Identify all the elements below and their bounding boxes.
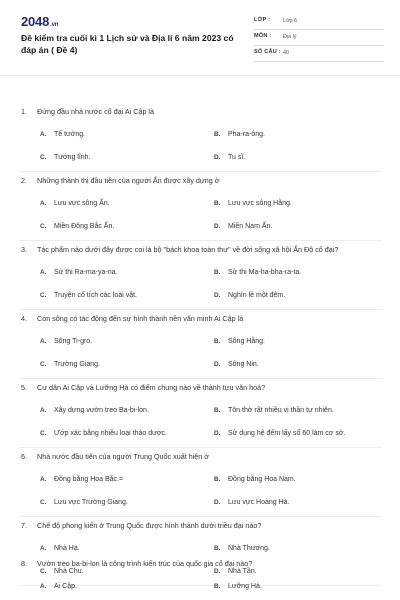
- option-letter: C.: [40, 292, 47, 299]
- option-b[interactable]: [214, 407, 334, 414]
- option-letter: C.: [40, 361, 47, 368]
- option-letter: B.: [214, 269, 221, 276]
- option-text: Miền Nam Ấn.: [228, 223, 273, 230]
- option-b[interactable]: [214, 545, 270, 552]
- question-text: Tác phẩm nào dưới đây được coi là bộ "bách khoa toàn thư" về đời sống xã hội Ấn Độ cổ đại?: [37, 245, 339, 254]
- option-text: Miền Đông Bắc Ấn.: [54, 223, 115, 230]
- option-a[interactable]: [40, 269, 117, 276]
- option-d[interactable]: [214, 292, 285, 299]
- option-a[interactable]: [40, 545, 80, 552]
- meta-value: Lớp 6: [283, 17, 298, 24]
- question-number: 3.: [21, 245, 27, 254]
- option-text: Nhà Hạ.: [54, 545, 80, 552]
- meta-key: SỐ CÂU :: [254, 49, 281, 55]
- question-divider: [20, 447, 382, 448]
- question-number: 5.: [21, 383, 27, 392]
- meta-value: Địa lý: [283, 33, 297, 40]
- question-stem: [21, 176, 391, 185]
- option-letter: D.: [214, 223, 221, 230]
- option-text: Pha-ra-ông.: [228, 131, 265, 138]
- option-text: Nhà Thương.: [228, 545, 270, 552]
- option-letter: C.: [40, 154, 47, 161]
- question-divider: [20, 378, 382, 379]
- option-text: Lưu vực Trường Giang.: [54, 499, 128, 506]
- option-letter: A.: [40, 476, 47, 483]
- option-letter: B.: [214, 545, 221, 552]
- question-text: Vườn treo ba-bi-lon là công trình kiến trúc của quốc gia cổ đại nào?: [37, 559, 253, 568]
- question-divider: [20, 309, 382, 310]
- question-text: Đứng đầu nhà nước cổ đại Ai Cập là: [37, 107, 155, 116]
- option-text: Lưu vực Hoàng Hà.: [228, 499, 290, 506]
- meta-key: LỚP :: [254, 17, 271, 23]
- option-c[interactable]: [40, 292, 137, 299]
- logo-main: 2048: [21, 14, 50, 29]
- option-c[interactable]: [40, 154, 91, 161]
- meta-row-subject: [254, 30, 384, 46]
- option-d[interactable]: [214, 430, 345, 437]
- option-b[interactable]: [214, 200, 292, 207]
- option-b[interactable]: [214, 476, 296, 483]
- exam-title: Đề kiểm tra cuối kì 1 Lịch sử và Địa lí 6 năm 2023 có đáp án ( Đề 4): [21, 33, 234, 55]
- option-text: Nhà Tần.: [228, 568, 257, 575]
- option-c[interactable]: [40, 361, 100, 368]
- option-text: Ai Cập.: [54, 583, 77, 590]
- option-letter: B.: [214, 407, 221, 414]
- meta-value: 40: [283, 49, 289, 56]
- option-text: Truyện cổ tích các loài vật.: [54, 292, 137, 299]
- option-letter: B.: [214, 200, 221, 207]
- option-letter: C.: [40, 568, 47, 575]
- option-d[interactable]: [214, 154, 245, 161]
- option-text: Tu sĩ.: [228, 154, 246, 161]
- exam-meta: [254, 14, 384, 62]
- option-text: Trường Giang.: [54, 361, 100, 368]
- option-b[interactable]: [214, 269, 301, 276]
- option-b[interactable]: [214, 338, 265, 345]
- question-text: Nhà nước đầu tiên của người Trung Quốc xuất hiện ở: [37, 452, 210, 461]
- question-text: Con sông có tác động đến sự hình thành nền văn minh Ai Cập là: [37, 314, 244, 323]
- option-letter: A.: [40, 131, 47, 138]
- option-letter: A.: [40, 407, 47, 414]
- option-text: Tể tướng.: [54, 131, 86, 138]
- option-letter: D.: [214, 430, 221, 437]
- option-text: Lưỡng Hà.: [228, 583, 262, 590]
- meta-row-class: [254, 14, 384, 30]
- option-b[interactable]: [214, 583, 262, 590]
- logo-tld: .vn: [50, 22, 59, 28]
- option-d[interactable]: [214, 499, 290, 506]
- option-text: Sông Ti-gro.: [54, 338, 93, 345]
- option-text: Nhà Chu.: [54, 568, 84, 575]
- question-number: 8.: [21, 559, 27, 568]
- question-number: 6.: [21, 452, 27, 461]
- meta-key: MÔN :: [254, 33, 272, 39]
- option-text: Ướp xác bằng nhiều loại thảo dược.: [54, 430, 167, 437]
- question-stem: [21, 245, 391, 254]
- question-text: Cư dân Ai Cập và Lưỡng Hà có điểm chung nào về thành tựu văn hoá?: [37, 383, 266, 392]
- option-d[interactable]: [214, 568, 257, 575]
- question-text: Chế độ phong kiến ở Trung Quốc được hình thành dưới triều đại nào?: [37, 521, 262, 530]
- question-stem: [21, 452, 391, 461]
- question-divider: [20, 516, 382, 517]
- question-stem: [21, 383, 391, 392]
- option-text: Sử dụng hệ đếm lấy số 60 làm cơ sở.: [228, 430, 346, 437]
- option-letter: C.: [40, 223, 47, 230]
- option-letter: D.: [214, 361, 221, 368]
- option-letter: C.: [40, 430, 47, 437]
- option-a[interactable]: [40, 583, 77, 590]
- option-text: Đồng bằng Hoa Bắc.=: [54, 476, 124, 483]
- option-d[interactable]: [214, 223, 272, 230]
- option-text: Đồng bằng Hoa Nam.: [228, 476, 296, 483]
- option-text: Lưu vực sông Ấn.: [54, 200, 110, 207]
- question-stem: [21, 559, 391, 568]
- option-c[interactable]: [40, 568, 84, 575]
- question-stem: [21, 521, 391, 530]
- option-c[interactable]: [40, 499, 128, 506]
- question-divider: [20, 240, 382, 241]
- question-number: 1.: [21, 107, 27, 116]
- option-text: Sông Nin.: [228, 361, 259, 368]
- option-letter: B.: [214, 583, 221, 590]
- option-letter: C.: [40, 499, 47, 506]
- question-stem: [21, 314, 391, 323]
- option-text: Xây dựng vườn treo Ba-bi-lon.: [54, 407, 149, 414]
- option-text: Sử thi Ra-ma-ya-na.: [54, 269, 118, 276]
- site-logo[interactable]: [21, 14, 58, 29]
- option-text: Nghìn lẻ một đêm.: [228, 292, 286, 299]
- option-letter: B.: [214, 131, 221, 138]
- option-letter: A.: [40, 338, 47, 345]
- option-letter: D.: [214, 154, 221, 161]
- option-a[interactable]: [40, 200, 110, 207]
- option-letter: D.: [214, 568, 221, 575]
- option-letter: D.: [214, 499, 221, 506]
- option-a[interactable]: [40, 131, 85, 138]
- option-d[interactable]: [214, 361, 259, 368]
- option-letter: A.: [40, 545, 47, 552]
- option-text: Tướng lĩnh.: [54, 154, 91, 161]
- option-text: Lưu vực sông Hằng.: [228, 200, 292, 207]
- option-a[interactable]: [40, 338, 92, 345]
- exam-header: [0, 0, 400, 76]
- option-letter: B.: [214, 476, 221, 483]
- option-letter: A.: [40, 583, 47, 590]
- option-letter: A.: [40, 269, 47, 276]
- question-text: Những thành thị đầu tiên của người Ấn được xây dựng ở: [37, 176, 220, 185]
- option-letter: B.: [214, 338, 221, 345]
- option-text: Sông Hằng.: [228, 338, 265, 345]
- question-stem: [21, 107, 391, 116]
- meta-row-count: [254, 46, 384, 62]
- option-text: Tôn thờ rất nhiều vị thần tự nhiên.: [228, 407, 334, 414]
- option-letter: D.: [214, 292, 221, 299]
- option-letter: A.: [40, 200, 47, 207]
- option-text: Sử thi Ma-ha-bha-ra-ta.: [228, 269, 302, 276]
- option-a[interactable]: [40, 407, 149, 414]
- question-divider: [20, 171, 382, 172]
- question-number: 2.: [21, 176, 27, 185]
- option-c[interactable]: [40, 430, 167, 437]
- option-c[interactable]: [40, 223, 114, 230]
- option-b[interactable]: [214, 131, 265, 138]
- option-a[interactable]: [40, 476, 123, 483]
- question-number: 4.: [21, 314, 27, 323]
- question-number: 7.: [21, 521, 27, 530]
